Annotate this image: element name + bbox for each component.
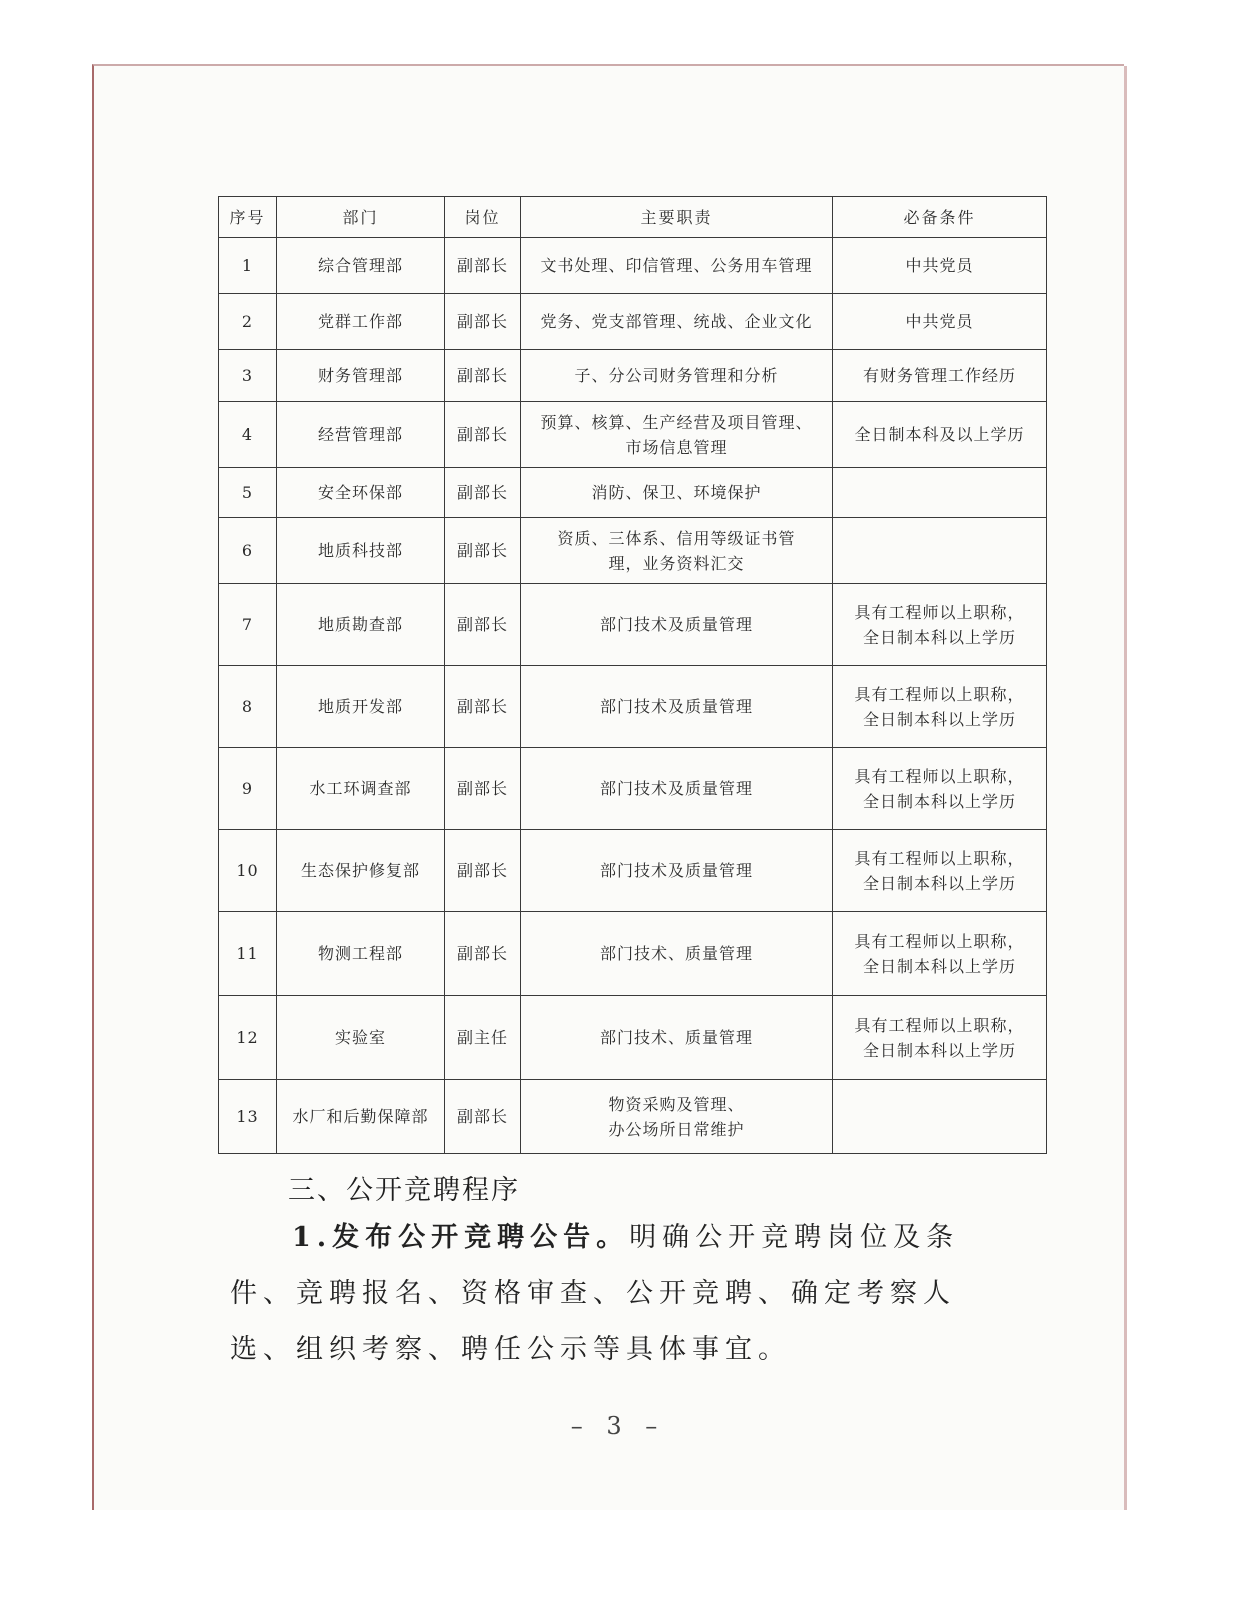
table-body: [219, 238, 1047, 1154]
row-number: 6: [219, 518, 277, 584]
row-duties: [521, 238, 833, 294]
row-duties: [521, 468, 833, 518]
row-department: 党群工作部: [277, 294, 445, 350]
row-position: 副部长: [445, 666, 521, 748]
row-position: 副部长: [445, 238, 521, 294]
row-department: 经营管理部: [277, 402, 445, 468]
header-duties: 主要职责: [521, 197, 833, 238]
table-row: [219, 238, 1047, 294]
requirement-line: 中共党员: [905, 312, 974, 331]
row-number: 11: [219, 912, 277, 996]
row-number: 9: [219, 748, 277, 830]
row-department: 安全环保部: [277, 468, 445, 518]
duty-line: 资质、三体系、信用等级证书管: [557, 528, 796, 548]
row-number: 4: [219, 402, 277, 468]
row-duties: [521, 350, 833, 402]
header-reqs: 必备条件: [833, 197, 1047, 238]
row-position: 副部长: [445, 518, 521, 584]
row-requirements: [833, 1080, 1047, 1154]
row-requirements: [833, 912, 1047, 996]
duty-line: 理，业务资料汇交: [608, 553, 745, 573]
row-requirements: [833, 468, 1047, 518]
row-position: 副部长: [445, 402, 521, 468]
table-header-row: [219, 197, 1047, 238]
table-row: [219, 468, 1047, 518]
requirement-line: 全日制本科以上学历: [862, 627, 1016, 647]
row-position: 副部长: [445, 468, 521, 518]
requirement-line: 全日制本科以上学历: [862, 956, 1016, 976]
row-duties: [521, 830, 833, 912]
positions-table: [218, 196, 1047, 1154]
duty-line: 部门技术、质量管理: [599, 1028, 753, 1047]
duty-line: 消防、保卫、环境保护: [591, 483, 762, 502]
row-requirements: [833, 238, 1047, 294]
table-row: [219, 666, 1047, 748]
row-department: 地质勘查部: [277, 584, 445, 666]
row-duties: [521, 518, 833, 584]
duty-line: 办公场所日常维护: [608, 1119, 745, 1139]
row-requirements: [833, 350, 1047, 402]
row-duties: [521, 996, 833, 1080]
row-duties: [521, 1080, 833, 1154]
row-department: 实验室: [277, 996, 445, 1080]
row-requirements: [833, 402, 1047, 468]
row-number: 1: [219, 238, 277, 294]
row-department: 综合管理部: [277, 238, 445, 294]
page-number: – 3 –: [570, 1412, 666, 1440]
row-department: 地质开发部: [277, 666, 445, 748]
duty-line: 物资采购及管理、: [608, 1094, 745, 1114]
row-requirements: [833, 294, 1047, 350]
row-department: 生态保护修复部: [277, 830, 445, 912]
row-requirements: [833, 518, 1047, 584]
requirement-line: 全日制本科以上学历: [862, 709, 1016, 729]
row-position: 副部长: [445, 1080, 521, 1154]
duty-line: 部门技术、质量管理: [599, 944, 753, 963]
table-row: [219, 912, 1047, 996]
row-number: 3: [219, 350, 277, 402]
row-department: 水工环调查部: [277, 748, 445, 830]
row-number: 2: [219, 294, 277, 350]
requirement-line: 全日制本科以上学历: [862, 873, 1016, 893]
requirement-line: 具有工程师以上职称，: [854, 931, 1025, 951]
header-no: 序号: [219, 197, 277, 238]
row-position: 副部长: [445, 350, 521, 402]
requirement-line: 具有工程师以上职称，: [854, 848, 1025, 868]
row-department: 财务管理部: [277, 350, 445, 402]
row-number: 13: [219, 1080, 277, 1154]
table-row: [219, 584, 1047, 666]
row-duties: [521, 748, 833, 830]
duty-line: 子、分公司财务管理和分析: [574, 366, 779, 385]
duty-line: 部门技术及质量管理: [599, 697, 753, 716]
procedure-item-lead: 1.发布公开竞聘公告。: [292, 1222, 630, 1253]
row-position: 副部长: [445, 912, 521, 996]
row-position: 副部长: [445, 748, 521, 830]
row-number: 12: [219, 996, 277, 1080]
row-department: 水厂和后勤保障部: [277, 1080, 445, 1154]
row-position: 副部长: [445, 584, 521, 666]
duty-line: 部门技术及质量管理: [599, 779, 753, 798]
row-requirements: [833, 830, 1047, 912]
duty-line: 党务、党支部管理、统战、企业文化: [540, 312, 813, 331]
row-number: 10: [219, 830, 277, 912]
requirement-line: 具有工程师以上职称，: [854, 602, 1025, 622]
table-row: [219, 518, 1047, 584]
row-requirements: [833, 584, 1047, 666]
row-position: 副部长: [445, 294, 521, 350]
requirement-line: 全日制本科及以上学历: [854, 425, 1025, 444]
requirement-line: 全日制本科以上学历: [862, 1040, 1016, 1060]
row-duties: [521, 294, 833, 350]
duty-line: 部门技术及质量管理: [599, 861, 753, 880]
row-position: 副主任: [445, 996, 521, 1080]
row-number: 5: [219, 468, 277, 518]
duty-line: 预算、核算、生产经营及项目管理、: [540, 412, 813, 432]
requirement-line: 全日制本科以上学历: [862, 791, 1016, 811]
row-department: 物测工程部: [277, 912, 445, 996]
row-requirements: [833, 748, 1047, 830]
procedure-item-body: 明确公开竞聘岗位及条件、竞聘报名、资格审查、公开竞聘、确定考察人选、组织考察、聘任公示等具体事宜。: [230, 1222, 960, 1365]
duty-line: 部门技术及质量管理: [599, 615, 753, 634]
table-row: [219, 830, 1047, 912]
requirement-line: 有财务管理工作经历: [862, 366, 1016, 385]
row-number: 8: [219, 666, 277, 748]
requirement-line: 中共党员: [905, 256, 974, 275]
table-row: [219, 748, 1047, 830]
row-duties: [521, 584, 833, 666]
row-requirements: [833, 996, 1047, 1080]
duty-line: 文书处理、印信管理、公务用车管理: [540, 256, 813, 275]
section-heading: 三、公开竞聘程序: [288, 1175, 520, 1206]
row-number: 7: [219, 584, 277, 666]
row-department: 地质科技部: [277, 518, 445, 584]
row-requirements: [833, 666, 1047, 748]
requirement-line: 具有工程师以上职称，: [854, 684, 1025, 704]
table-row: [219, 350, 1047, 402]
table-row: [219, 402, 1047, 468]
header-post: 岗位: [445, 197, 521, 238]
table-row: [219, 294, 1047, 350]
procedure-paragraph: [230, 1210, 1010, 1378]
row-duties: [521, 912, 833, 996]
requirement-line: 具有工程师以上职称，: [854, 1015, 1025, 1035]
row-position: 副部长: [445, 830, 521, 912]
table-row: [219, 996, 1047, 1080]
requirement-line: 具有工程师以上职称，: [854, 766, 1025, 786]
header-dept: 部门: [277, 197, 445, 238]
row-duties: [521, 666, 833, 748]
row-duties: [521, 402, 833, 468]
table-row: [219, 1080, 1047, 1154]
duty-line: 市场信息管理: [625, 437, 728, 457]
